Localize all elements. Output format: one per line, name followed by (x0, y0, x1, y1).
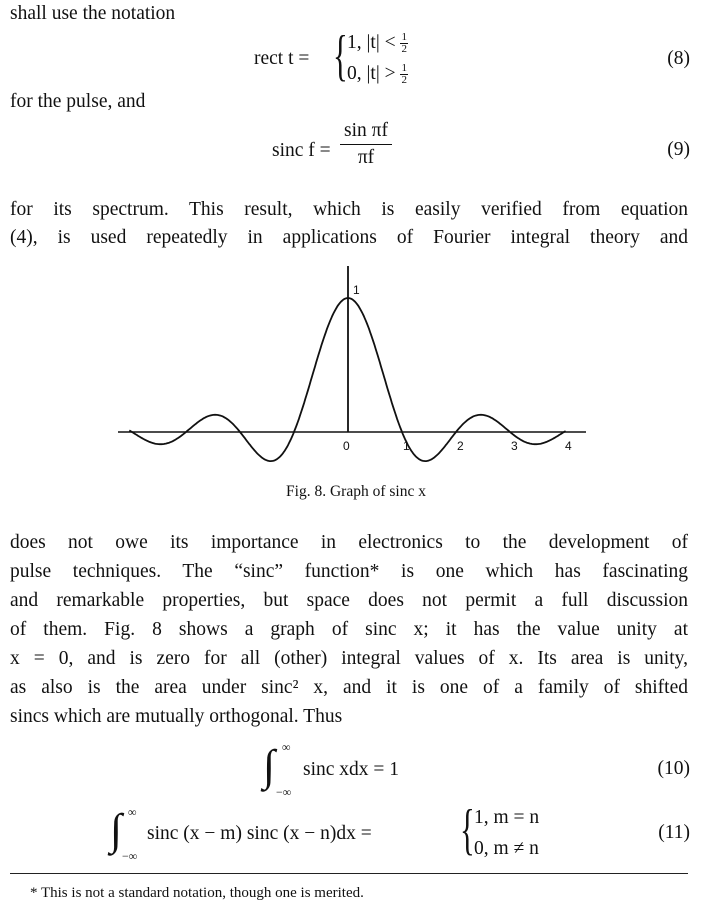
eq8-half-den-2: 2 (401, 74, 407, 87)
para2-line-4: of them. Fig. 8 shows a graph of sinc x; it has the value unity at (10, 619, 688, 640)
eq9-number: (9) (667, 139, 690, 160)
eq9-lhs: sinc f = (272, 140, 331, 161)
eq8-case1-half (400, 32, 408, 55)
eq11-body: sinc (x − m) sinc (x − n)dx = (147, 823, 372, 844)
eq8-lhs: rect t = (254, 48, 310, 69)
eq8-case2-half (400, 63, 408, 86)
eq11-integral-sign: ∫ (110, 805, 123, 854)
peak-label: 1 (353, 283, 360, 297)
eq10-body: sinc xdx = 1 (303, 759, 400, 780)
x-tick-label-0: 0 (343, 439, 350, 453)
eq8-brace: { (333, 25, 348, 87)
eq8-half-num-1: 1 (401, 31, 407, 44)
eq9-fraction (340, 120, 392, 169)
eq8-case2-text: 0, |t| > (347, 63, 401, 84)
eq11-case2: 0, m ≠ n (474, 838, 539, 859)
text-line-top: shall use the notation (10, 3, 176, 24)
para2-line-7: sincs which are mutually orthogonal. Thus (10, 706, 343, 727)
x-tick-label-4: 4 (565, 439, 572, 453)
eq8-case1-text: 1, |t| < (347, 32, 401, 53)
x-tick-label-3: 3 (511, 439, 518, 453)
para2-line-3: and remarkable properties, but space does not permit a full discussion (10, 590, 688, 611)
eq11-brace: { (460, 799, 475, 861)
footnote: * This is not a standard notation, though one is merited. (30, 885, 364, 901)
eq10-integral-sign: ∫ (263, 741, 276, 790)
eq10-upper-limit: ∞ (282, 740, 291, 754)
eq11-case1: 1, m = n (474, 807, 540, 828)
eq11-lower-limit: −∞ (122, 849, 138, 863)
para2-line-5: x = 0, and is zero for all (other) integral values of x. Its area is unity, (10, 648, 688, 669)
eq11-upper-limit: ∞ (128, 805, 137, 819)
eq8-case1 (347, 32, 408, 55)
eq8-half-den-1: 2 (401, 43, 407, 56)
para2-line-6: as also is the area under sinc² x, and it is one of a family of shifted (10, 677, 688, 698)
eq10-lower-limit: −∞ (276, 785, 292, 799)
eq9-numerator: sin πf (340, 120, 392, 145)
footnote-rule (10, 873, 688, 874)
eq8-case2 (347, 63, 408, 86)
eq11-number: (11) (658, 822, 690, 843)
x-tick-label-2: 2 (457, 439, 464, 453)
para1-line2: (4), is used repeatedly in applications of Fourier integral theory and (10, 227, 688, 248)
para2-line-1: does not owe its importance in electronics to the development of (10, 532, 688, 553)
para1-line1: for its spectrum. This result, which is easily verified from equation (10, 199, 688, 220)
eq8-number: (8) (667, 48, 690, 69)
figure-caption: Fig. 8. Graph of sinc x (286, 483, 426, 500)
eq9-denominator: πf (357, 147, 375, 168)
x-tick-labels (343, 439, 572, 453)
x-tick-label-1: 1 (403, 439, 410, 453)
eq8-half-num-2: 1 (401, 62, 407, 75)
eq10-number: (10) (657, 758, 690, 779)
para2-line-2: pulse techniques. The “sinc” function* is one which has fascinating (10, 561, 688, 582)
sinc-graph (0, 258, 712, 468)
text-line-for-pulse: for the pulse, and (10, 91, 146, 112)
